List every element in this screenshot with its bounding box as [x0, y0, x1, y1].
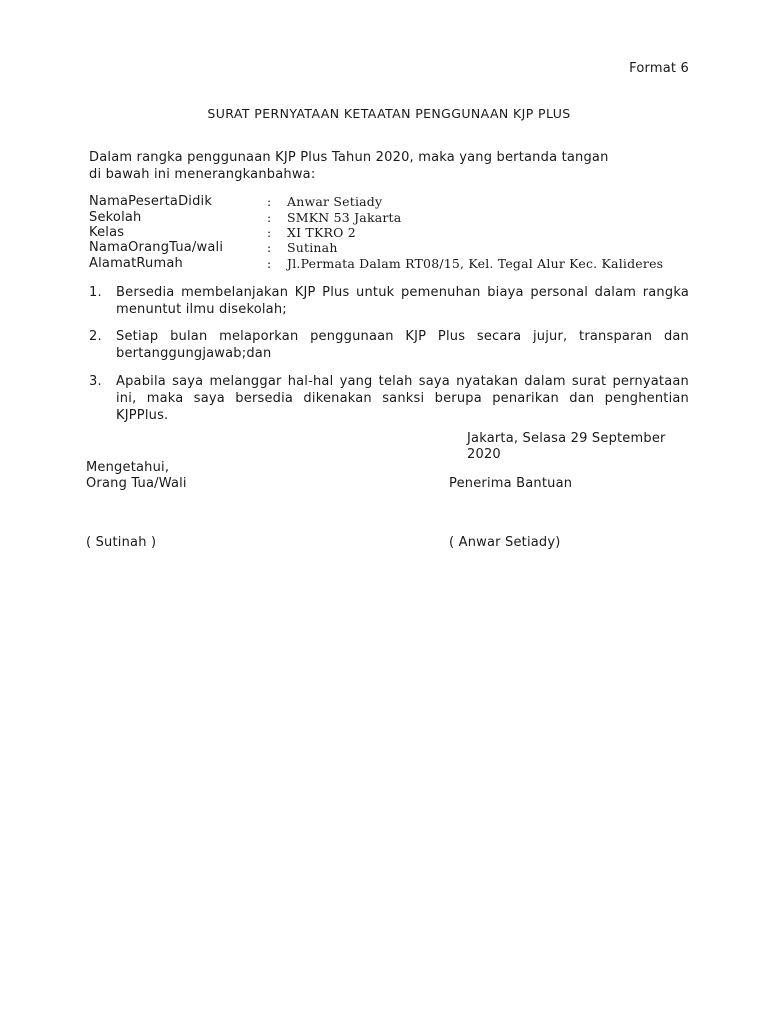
recipient-role-label: Penerima Bantuan — [449, 476, 573, 491]
statement-text: Setiap bulan melaporkan penggunaan KJP Plus secara jujur, transparan dan bertanggungjawab;dan — [116, 329, 689, 361]
statement-item-1 — [89, 284, 689, 318]
parent-role-label: Orang Tua/Wali — [86, 476, 187, 491]
field-label: AlamatRumah — [89, 256, 183, 271]
field-colon: : — [267, 256, 272, 271]
place-date — [467, 431, 666, 463]
field-colon: : — [267, 194, 272, 209]
statement-text: Apabila saya melanggar hal-hal yang telah saya nyatakan dalam surat pernyataan ini, maka saya bersedia dikenakan sanksi berupa penarikan dan penghentian KJPPlus. — [116, 374, 689, 423]
place-date-line-1: Jakarta, Selasa 29 September — [467, 431, 666, 446]
intro-paragraph — [89, 149, 609, 183]
document-title: SURAT PERNYATAAN KETAATAN PENGGUNAAN KJP PLUS — [207, 106, 571, 121]
intro-line-2: di bawah ini menerangkanbahwa: — [89, 167, 316, 182]
field-colon: : — [267, 210, 272, 225]
field-value: Jl.Permata Dalam RT08/15, Kel. Tegal Alur Kec. Kalideres — [287, 256, 664, 271]
format-label: Format 6 — [629, 61, 689, 76]
field-label: NamaPesertaDidik — [89, 194, 213, 209]
field-label: Kelas — [89, 225, 125, 240]
statement-number: 3. — [89, 374, 102, 389]
statement-item-3 — [89, 373, 689, 424]
acknowledged-label: Mengetahui, — [86, 460, 170, 475]
statement-item-2 — [89, 328, 689, 362]
field-label: Sekolah — [89, 210, 142, 225]
field-value: Anwar Setiady — [287, 194, 383, 209]
field-value: XI TKRO 2 — [287, 225, 356, 240]
intro-line-1: Dalam rangka penggunaan KJP Plus Tahun 2020, maka yang bertanda tangan — [89, 150, 609, 165]
place-date-line-2: 2020 — [467, 447, 501, 462]
field-value: Sutinah — [287, 240, 338, 255]
field-label: NamaOrangTua/wali — [89, 240, 224, 255]
statement-number: 1. — [89, 285, 102, 300]
parent-signature-name: ( Sutinah ) — [86, 535, 157, 550]
field-colon: : — [267, 225, 272, 240]
statement-number: 2. — [89, 329, 102, 344]
field-value: SMKN 53 Jakarta — [287, 210, 402, 225]
statement-text: Bersedia membelanjakan KJP Plus untuk pemenuhan biaya personal dalam rangka menuntut ilmu disekolah; — [116, 285, 689, 317]
field-colon: : — [267, 240, 272, 255]
recipient-signature-name: ( Anwar Setiady) — [449, 535, 561, 550]
